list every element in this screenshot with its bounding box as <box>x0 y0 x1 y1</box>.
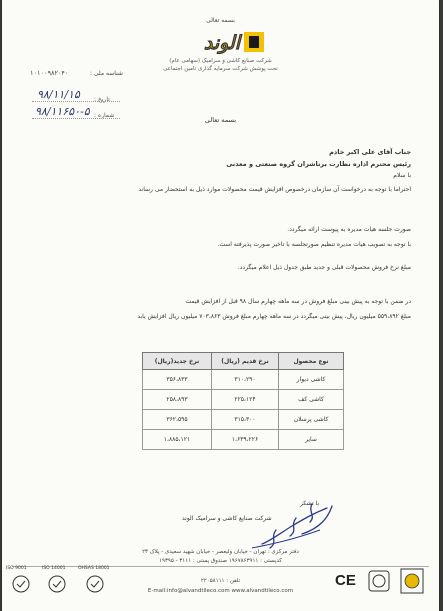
paragraph-5a: در ضمن با توجه به پیش بینی مبلغ فروش در سه ماهه چهارم سال ۹۸ قبل از افزایش قیمت <box>185 298 411 305</box>
salutation: با سلام <box>393 172 411 179</box>
letter-page <box>2 0 439 611</box>
ce-mark-icon: CE <box>335 572 356 589</box>
paragraph-5b: مبلغ ۵۵۹،۸۹۲ میلیون ریال، پیش بینی میگردد در سه ماهه چهارم مبلغ فروش ۷۰۳،۸۶۳ میلیون ریال افزایش یابد <box>137 313 411 320</box>
old-price-cell: ۱،۶۳۹،۲۲۶ <box>212 430 279 450</box>
closing-company: شرکت صنایع کاشی و سرامیک الوند <box>182 515 272 522</box>
closing-thanks: با تشکر <box>300 500 320 507</box>
iso9001-label: ISO 9001 <box>6 566 27 571</box>
table-row <box>143 410 344 430</box>
product-cell: کاشی دیوار <box>279 370 344 390</box>
header-product: نوع محصول <box>279 353 344 370</box>
iso14001-badge-icon <box>44 572 70 594</box>
table-row <box>143 390 344 410</box>
footer-address-1: دفتر مرکزی : تهران - خیابان ولیعصر - خیابان شهید سعیدی - پلاک ۲۳ <box>142 549 299 555</box>
footer-divider <box>12 566 429 567</box>
ohsas-badge-icon <box>82 572 108 594</box>
new-price-cell: ۱،۸۸۵،۱۲۱ <box>143 430 212 450</box>
new-price-cell: ۳۵۶،۸۳۳ <box>143 370 212 390</box>
reg-label: شناسه ملی : <box>90 70 123 77</box>
addressee-title: رئیس محترم اداره نظارت برناشران گروه صنعتی و معدنی <box>226 160 411 168</box>
paragraph-4: مبلغ نرخ فروش محصولات قبلی و جدید طبق جدول ذیل اعلام میگردد. <box>237 264 411 271</box>
paragraph-2: صورت جلسه هیات مدیره به پیوست ارائه میگردد. <box>287 226 411 233</box>
old-price-cell: ۳۱۰،۲۹۰ <box>212 370 279 390</box>
company-line1: شرکت صنایع کاشی و سرامیک (سهامی عام) <box>169 58 272 64</box>
alvand-logo <box>172 30 267 54</box>
iso14001-label: ISO 14001 <box>42 566 66 571</box>
old-price-cell: ۲۲۵،۱۲۴ <box>212 390 279 410</box>
product-cell: سایر <box>279 430 344 450</box>
product-cell: کاشی پرسلان <box>279 410 344 430</box>
header-new-price: نرخ جدید(ریال) <box>143 353 212 370</box>
date-label: تاریخ : <box>94 96 110 103</box>
price-table <box>142 352 344 450</box>
new-price-cell: ۳۶۲،۵۹۵ <box>143 410 212 430</box>
iso9001-badge-icon <box>8 572 34 594</box>
paragraph-1: احتراما با توجه به درخواست آن سازمان درخصوص افزایش قیمت محصولات موارد ذیل به استحضار می رساند <box>138 186 411 193</box>
number-value: ۹۸/۱۱۶۵۰-۵ <box>35 105 90 118</box>
product-cell: کاشی کف <box>279 390 344 410</box>
header-old-price: نرخ قدیم (ریال) <box>212 353 279 370</box>
old-price-cell: ۳۱۵،۳۰۰ <box>212 410 279 430</box>
quality-seal-icon <box>368 570 390 592</box>
brand-text: الوند <box>203 32 240 54</box>
paragraph-3: با توجه به تصویب هیات مدیره تنظیم صورتجلسه با تاخیر صورت پذیرفته است. <box>217 241 411 248</box>
footer-web: E-mail:info@alvandtileco.com www.alvandtileco.com <box>147 588 294 594</box>
table-row <box>143 430 344 450</box>
new-price-cell: ۲۵۸،۸۹۳ <box>143 390 212 410</box>
date-value: ۹۸/۱۱/۱۵ <box>37 88 80 101</box>
number-label: شماره : <box>94 112 115 119</box>
top-basmala: بسمه تعالی <box>206 17 235 24</box>
standard-mark-icon <box>400 568 424 594</box>
reg-number: ۱۰۱۰۰۹۸۲۰۴۰ <box>30 69 69 77</box>
footer-address-2: کدپستی : ۱۹۶۷۸۶۳۹۱۱ صندوق پستی : ۳۱۱۱ - ۱۹۳۹۵ <box>159 558 282 564</box>
table-row <box>143 370 344 390</box>
ohsas-label: OHSAS 18001 <box>78 566 110 571</box>
company-line2: تحت پوشش شرکت سرمایه گذاری تامین اجتماعی <box>163 66 278 72</box>
letter-basmala: بسمه تعالی <box>204 116 237 124</box>
footer-phone: تلفن : ۲۲۰۵۸۱۱۱ <box>200 578 241 584</box>
addressee: جناب آقای علی اکبر خادم <box>329 148 411 156</box>
